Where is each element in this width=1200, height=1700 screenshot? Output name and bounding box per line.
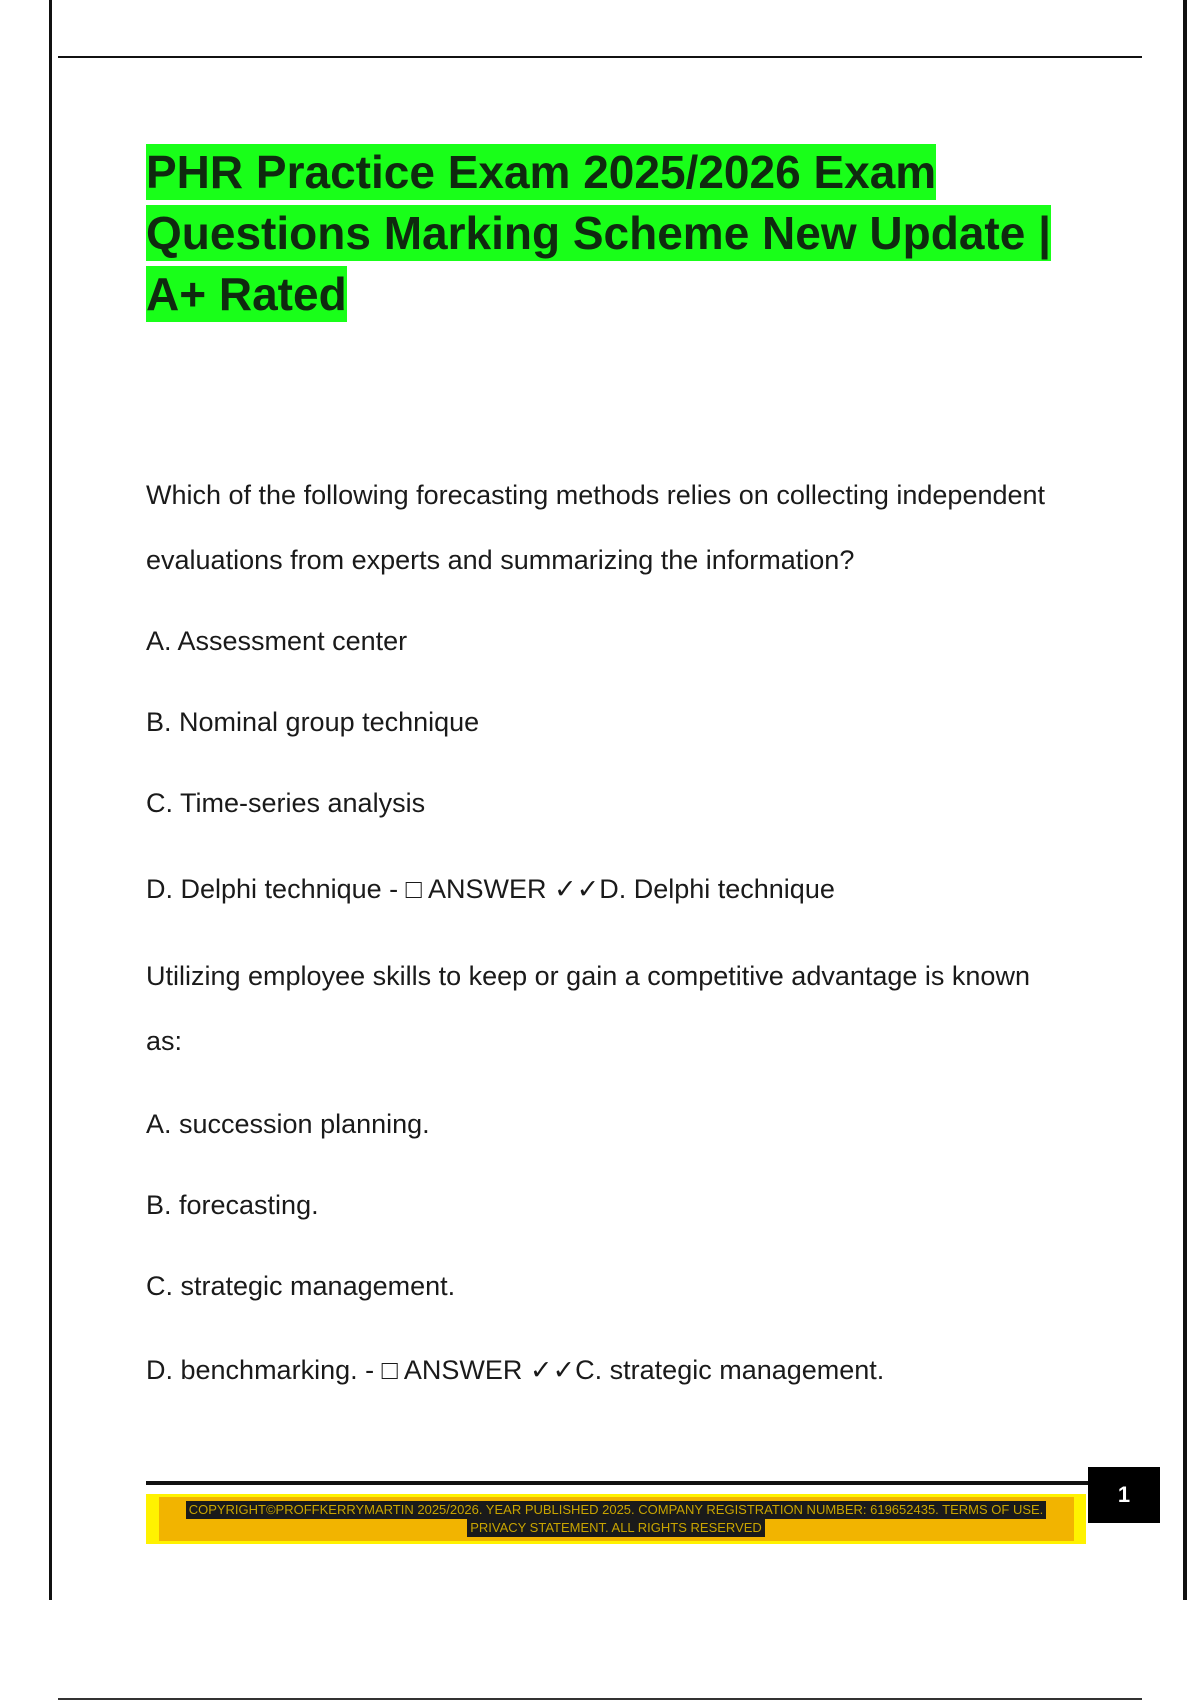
page-number: 1 [1088, 1467, 1160, 1523]
question-2-option-d-answer: D. benchmarking. - □ ANSWER ✓✓C. strategic management. [146, 1355, 885, 1385]
question-2-prompt-line-1: Utilizing employee skills to keep or gain a competitive advantage is known [146, 961, 1030, 991]
copyright-line-2: PRIVACY STATEMENT. ALL RIGHTS RESERVED [467, 1519, 765, 1537]
copyright-footer-inner [159, 1497, 1074, 1541]
document-title [146, 142, 1106, 325]
title-highlight: PHR Practice Exam 2025/2026 Exam Questions Marking Scheme New Update | A+ Rated [146, 146, 1051, 320]
header-rule [58, 56, 1142, 58]
question-1-option-c: C. Time-series analysis [146, 788, 426, 818]
footer-rule [146, 1481, 1088, 1485]
question-2-option-b: B. forecasting. [146, 1190, 319, 1220]
question-2-prompt-line-2: as: [146, 1026, 183, 1056]
question-1-option-a: A. Assessment center [146, 626, 408, 656]
copyright-line-1: COPYRIGHT©PROFFKERRYMARTIN 2025/2026. YEAR PUBLISHED 2025. COMPANY REGISTRATION NUMBER: 619652435. TERMS OF USE. [186, 1501, 1047, 1519]
page-border-right [1183, 0, 1187, 1600]
question-1-option-d-answer: D. Delphi technique - □ ANSWER ✓✓D. Delphi technique [146, 874, 835, 904]
question-1-option-b: B. Nominal group technique [146, 707, 480, 737]
question-1-prompt-line-1: Which of the following forecasting methods relies on collecting independent [146, 480, 1046, 510]
question-1-prompt-line-2: evaluations from experts and summarizing the information? [146, 545, 855, 575]
page-border-left [49, 0, 52, 1600]
copyright-footer [146, 1494, 1086, 1544]
question-2-option-c: C. strategic management. [146, 1271, 456, 1301]
question-2-option-a: A. succession planning. [146, 1109, 430, 1139]
